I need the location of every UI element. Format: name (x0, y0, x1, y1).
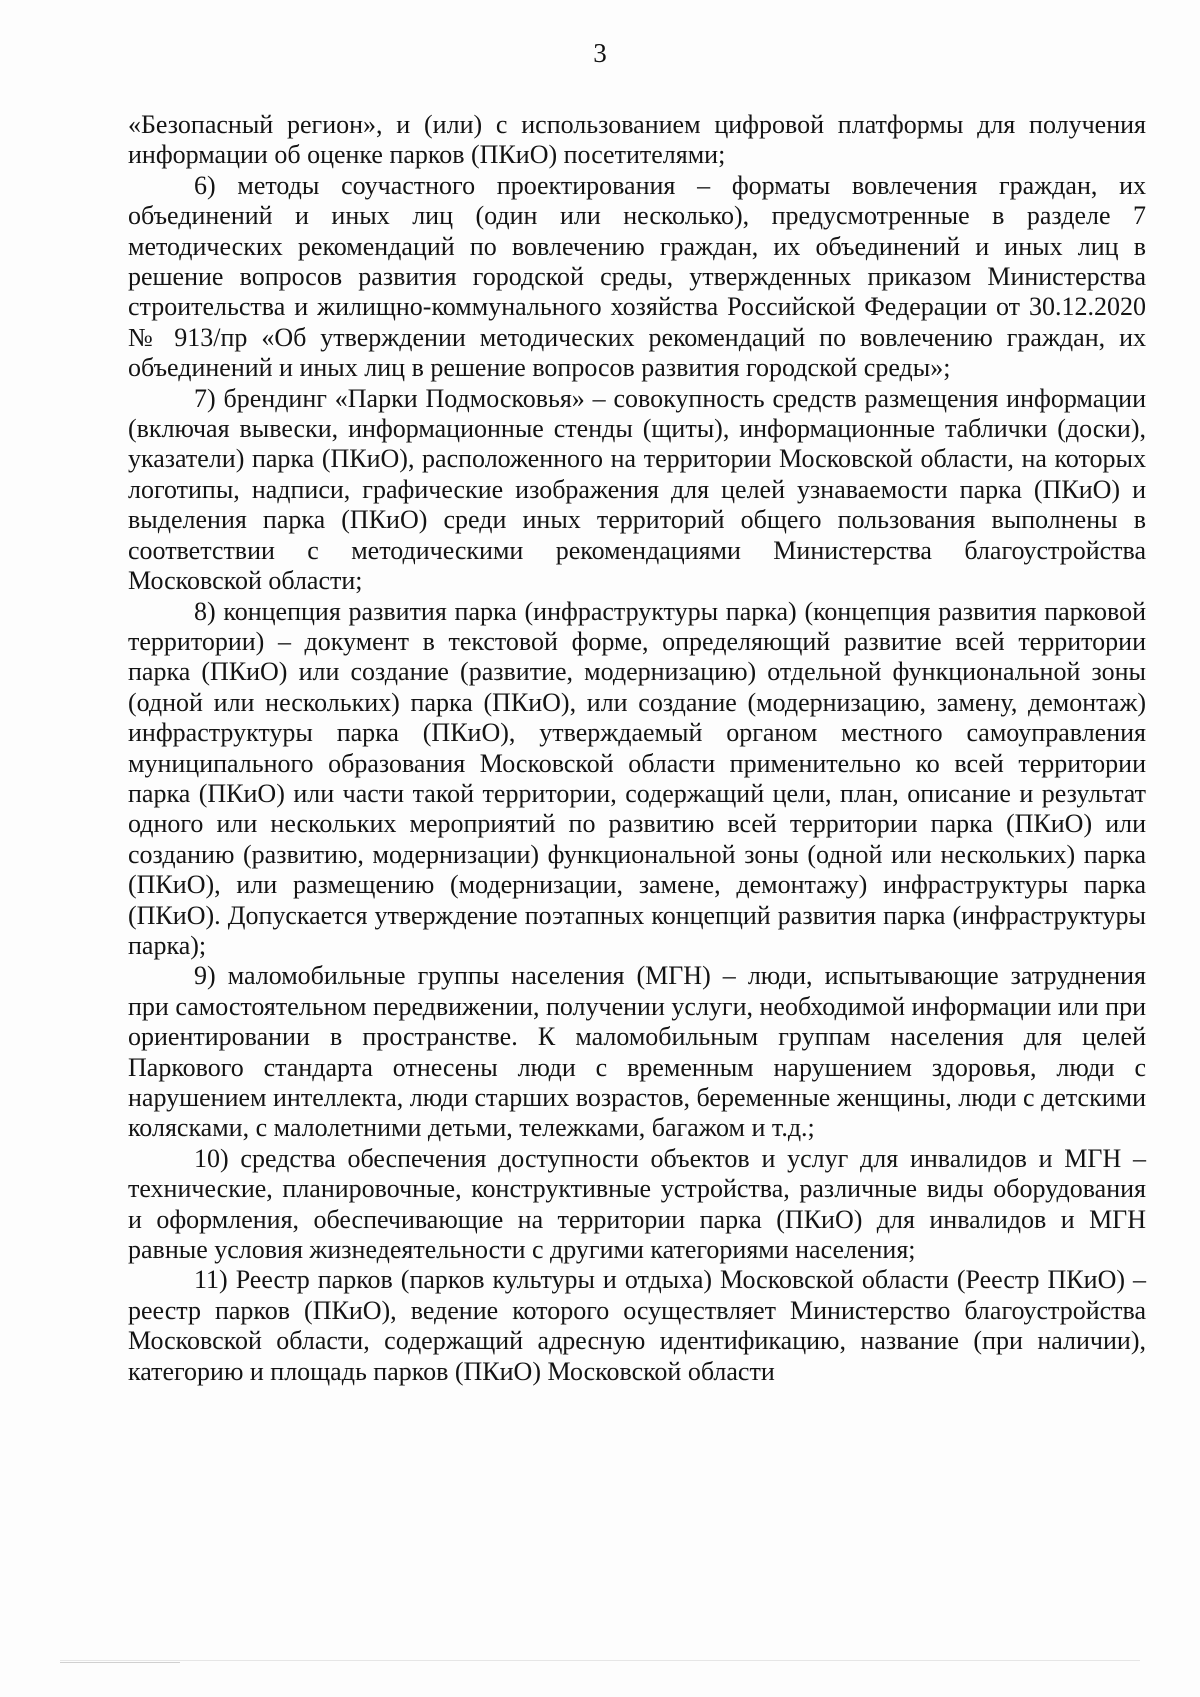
paragraph-item-7: 7) брендинг «Парки Подмосковья» – совокупность средств размещения информации (включая вывески, информационные стенды (щиты), информационные таблички (доски), указатели) парка (ПКиО), расположенного на территории Московской области, на которых логотипы, надписи, графические изображения для целей узнаваемости парка (ПКиО) и выделения парка (ПКиО) среди иных территорий общего пользования выполнены в соответствии с методическими рекомендациями Министерства благоустройства Московской области; (128, 383, 1146, 596)
paragraph-continuation: «Безопасный регион», и (или) с использованием цифровой платформы для получения информации об оценке парков (ПКиО) посетителями; (128, 110, 1146, 170)
paragraph-item-8: 8) концепция развития парка (инфраструктуры парка) (концепция развития парковой территории) – документ в текстовой форме, определяющий развитие всей территории парка (ПКиО) или создание (развитие, модернизацию) отдельной функциональной зоны (одной или нескольких) парка (ПКиО), или создание (модернизацию, замену, демонтаж) инфраструктуры парка (ПКиО), утверждаемый органом местного самоуправления муниципального образования Московской области применительно ко всей территории парка (ПКиО) или части такой территории, содержащий цели, план, описание и результат одного или нескольких мероприятий по развитию всей территории парка (ПКиО) или созданию (развитию, модернизации) функциональной зоны (одной или нескольких) парка (ПКиО), или размещению (модернизации, замене, демонтажу) инфраструктуры парка (ПКиО). Допускается утверждение поэтапных концепций развития парка (инфраструктуры парка); (128, 596, 1146, 960)
page-number: 3 (593, 38, 607, 68)
paragraph-item-9: 9) маломобильные группы населения (МГН) – люди, испытывающие затруднения при самостоятельном передвижении, получении услуги, необходимой информации или при ориентировании в пространстве. К маломобильным группам населения для целей Паркового стандарта отнесены люди с временным нарушением здоровья, люди с нарушением интеллекта, люди старших возрастов, беременные женщины, люди с детскими колясками, с малолетними детьми, тележками, багажом и т.д.; (128, 961, 1146, 1143)
paragraph-item-10: 10) средства обеспечения доступности объектов и услуг для инвалидов и МГН – технические, планировочные, конструктивные устройства, различные виды оборудования и оформления, обеспечивающие на территории парка (ПКиО) для инвалидов и МГН равные условия жизнедеятельности с другими категориями населения; (128, 1143, 1146, 1265)
scan-footer-line (60, 1660, 1140, 1661)
document-body (128, 110, 1146, 1387)
paragraph-item-6: 6) методы соучастного проектирования – форматы вовлечения граждан, их объединений и иных лиц (один или несколько), предусмотренные в разделе 7 методических рекомендаций по вовлечению граждан, их объединений и иных лиц в решение вопросов развития городской среды, утвержденных приказом Министерства строительства и жилищно-коммунального хозяйства Российской Федерации от 30.12.2020 № 913/пр «Об утверждении методических рекомендаций по вовлечению граждан, их объединений и иных лиц в решение вопросов развития городской среды»; (128, 170, 1146, 383)
paragraph-item-11: 11) Реестр парков (парков культуры и отдыха) Московской области (Реестр ПКиО) – реестр парков (ПКиО), ведение которого осуществляет Министерство благоустройства Московской области, содержащий адресную идентификацию, название (при наличии), категорию и площадь парков (ПКиО) Московской области (128, 1265, 1146, 1386)
